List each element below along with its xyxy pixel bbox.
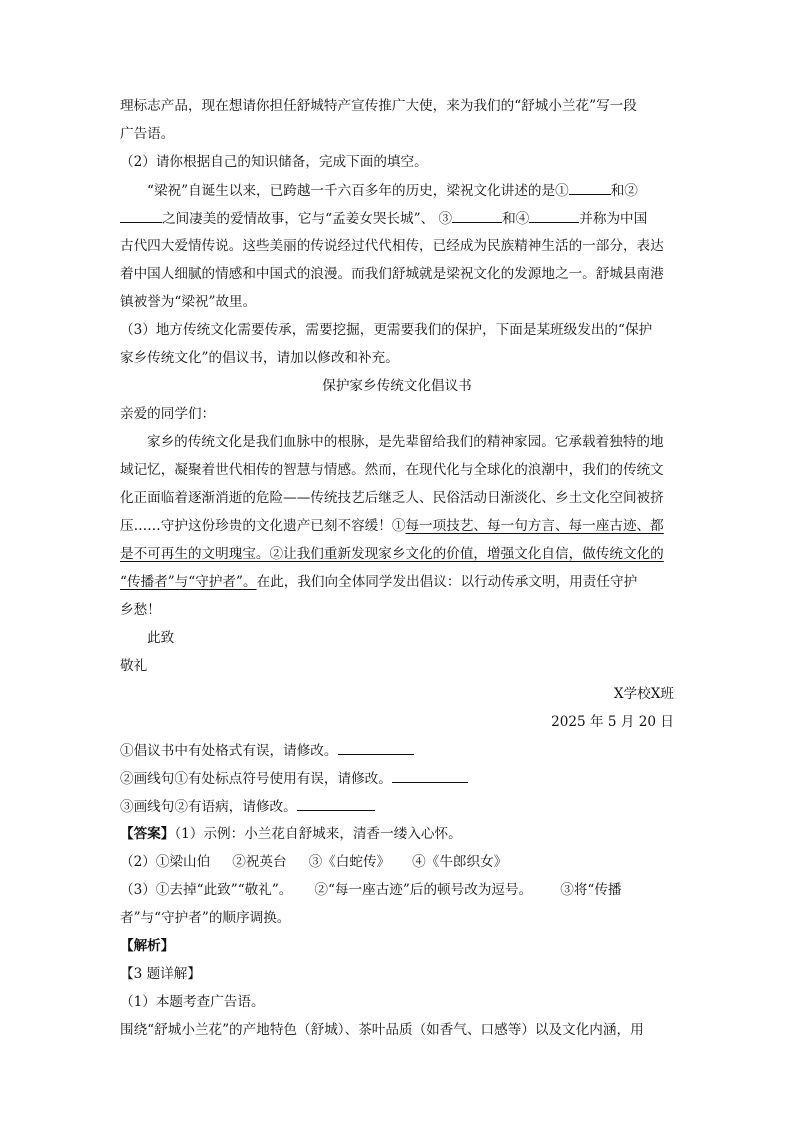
text-line: 理标志产品，现在想请你担任舒城特产宣传推广大使，来为我们的“舒城小兰花”写一段 [120, 98, 637, 114]
text-segment: 在此，我们向全体同学发出倡议：以行动传承文明，用责任守护 [256, 574, 638, 590]
text-segment: ②画线句①有处标点符号使用有误，请修改。 [120, 771, 392, 787]
text-segment: ③画线句②有语病，请修改。 [120, 799, 297, 815]
answer-blank-3[interactable] [452, 210, 502, 223]
text-line: （2）请你根据自己的知识储备，完成下面的填空。 [120, 154, 428, 170]
proposal-title: 保护家乡传统文化倡议书 [322, 378, 472, 394]
answer-line [120, 854, 680, 870]
question-line [120, 798, 680, 815]
text-line: 着中国人细腻的情感和中国式的浪漫。而我们舒城就是梁祝文化的发源地之一。舒城县南港 [120, 266, 664, 282]
text-line: 围绕“舒城小兰花”的产地特色（舒城）、茶叶品质（如香气、口感等）以及文化内涵，用 [120, 1022, 644, 1038]
text-segment: ①倡议书中有处格式有误，请修改。 [120, 743, 338, 759]
answer-blank-1[interactable] [569, 182, 611, 195]
underlined-sentence-3: “传播者”与“守护者”。 [120, 574, 257, 590]
answer-line [120, 882, 680, 898]
text-line: 乡愁！ [120, 602, 161, 618]
underlined-sentence-2: 是不可再生的文明瑰宝。②让我们重新发现家乡文化的价值，增强文化自信，做传统文化的 [120, 546, 664, 562]
text-line: （1）本题考查广告语。 [120, 994, 265, 1010]
text-segment: ④《牛郎织女》 [412, 854, 508, 870]
text-line: 古代四大爱情传说。这些美丽的传说经过代代相传，已经成为民族精神生活的一部分，表达 [120, 238, 664, 254]
answer-label: 【答案】 [120, 826, 175, 842]
closing: 此致 [147, 630, 175, 646]
answer-line [120, 826, 680, 842]
text-segment: ③《白蛇传》 [308, 854, 391, 870]
text-line-fill-blank [147, 182, 707, 199]
text-segment: 和② [610, 183, 638, 199]
question-line [120, 742, 680, 759]
text-line [120, 518, 680, 534]
text-line [120, 574, 680, 590]
text-segment: ②祝英台 [232, 854, 287, 870]
text-line: 广告语。 [120, 126, 175, 142]
text-segment: “梁祝”自诞生以来，已跨越一千六百多年的历史，梁祝文化讲述的是① [147, 183, 569, 199]
text-line-fill-blank [120, 210, 680, 227]
text-segment: ②“每一座古迹”后的顿号改为逗号。 [314, 882, 533, 898]
underlined-sentence-1: 每一项技艺、每一句方言、每一座古迹、都 [405, 518, 664, 534]
answer-line: 者”与“守护者”的顺序调换。 [120, 910, 291, 926]
text-segment: （2）①梁山伯 [120, 854, 211, 870]
answer-blank-4[interactable] [529, 210, 579, 223]
text-segment: （3）①去掉“此致”“敬礼”。 [120, 882, 293, 898]
signature: X学校X班 [613, 686, 674, 702]
closing-salute: 敬礼 [120, 658, 148, 674]
text-segment: 压……守护这份珍贵的文化遗产已刻不容缓！① [120, 518, 406, 534]
answer-blank-5[interactable] [338, 742, 414, 755]
question-line [120, 770, 680, 787]
text-line: 域记忆，凝聚着世代相传的智慧与情感。然而，在现代化与全球化的浪潮中，我们的传统文 [120, 462, 664, 478]
text-segment: 并称为中国 [579, 211, 648, 227]
text-segment: （1）示例：小兰花自舒城来，清香一缕入心怀。 [174, 826, 462, 842]
text-line: 家乡传统文化”的倡议书，请加以修改和补充。 [120, 350, 399, 366]
answer-blank-7[interactable] [297, 798, 375, 811]
answer-blank-6[interactable] [392, 770, 468, 783]
answer-blank-2[interactable] [120, 210, 162, 223]
detail-heading: 【3 题详解】 [120, 966, 201, 982]
text-line: （3）地方传统文化需要传承，需要挖掘，更需要我们的保护，下面是某班级发出的“保护 [120, 322, 653, 338]
salutation: 亲爱的同学们： [120, 406, 216, 422]
analysis-heading: 【解析】 [120, 938, 175, 954]
text-segment: 之间凄美的爱情故事，它与“孟姜女哭长城”、 ③ [162, 211, 453, 227]
text-line: 化正面临着逐渐消逝的危险——传统技艺后继乏人、民俗活动日渐淡化、乡土文化空间被挤 [120, 490, 664, 506]
text-line: 镇被誉为“梁祝”故里。 [120, 294, 257, 310]
text-segment: 和④ [502, 211, 530, 227]
text-segment: ③将“传播 [560, 882, 622, 898]
text-line: 家乡的传统文化是我们血脉中的根脉，是先辈留给我们的精神家园。它承载着独特的地 [147, 434, 664, 450]
date: 2025 年 5 月 20 日 [551, 714, 674, 730]
